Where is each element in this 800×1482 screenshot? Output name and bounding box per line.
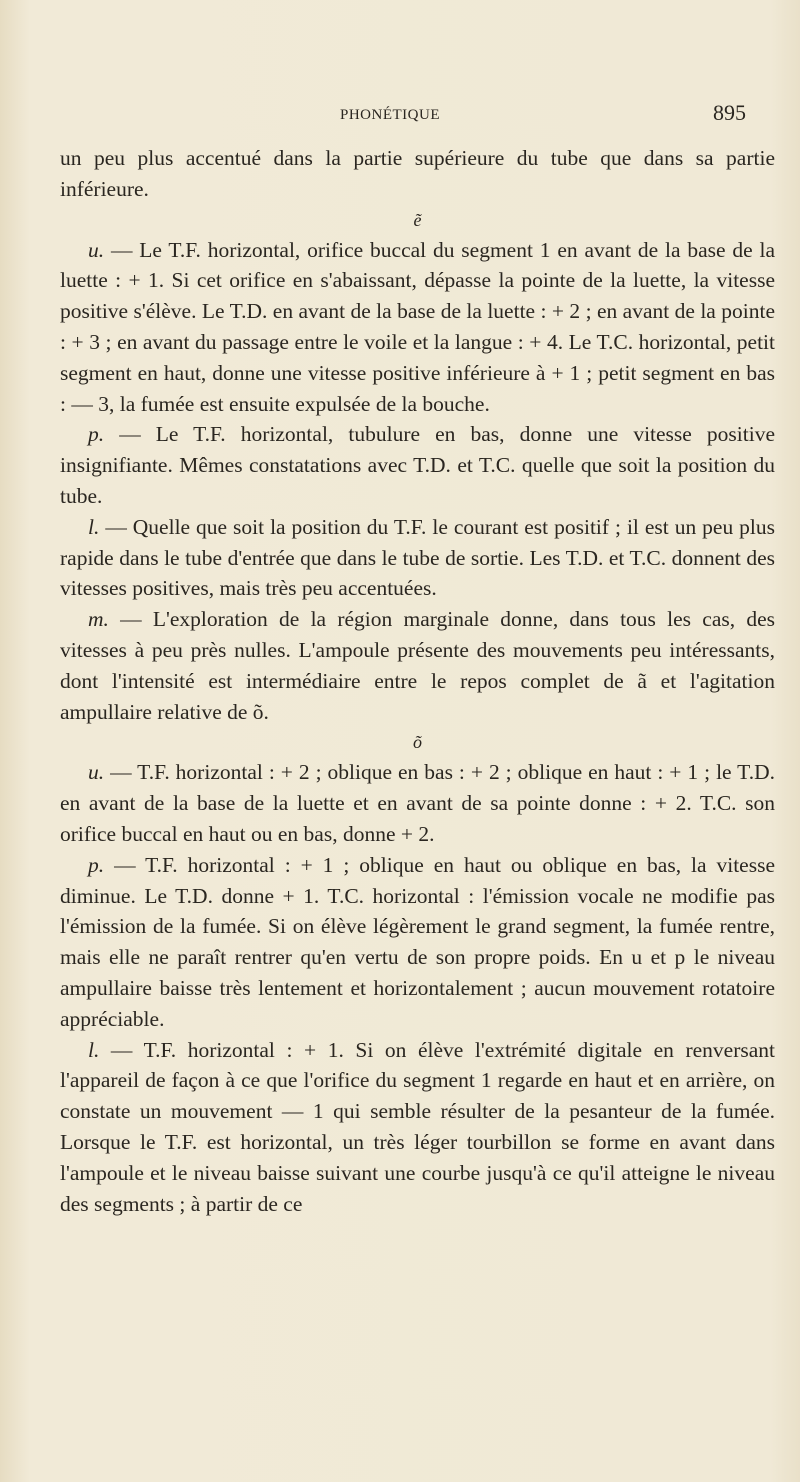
paragraph: l. — Quelle que soit la position du T.F. le courant est positif ; il est un peu plus rapide dans le tube d'entrée que dans le tube de sortie. Les T.D. et T.C. donnent des vitesses positives, mais très peu accentuées. [60,514,775,601]
paragraph-marker: p. [88,852,105,877]
body-text [60,143,775,1219]
paragraph: p. — T.F. horizontal : + 1 ; oblique en haut ou oblique en bas, la vitesse diminue. Le T.D. donne + 1. T.C. horizontal : l'émission vocale ne modifie pas l'émission de la fumée. Si on élève légèrement le grand segment, la fumée rentre, mais elle ne paraît rentrer qu'en vertu de son propre poids. En u et p le niveau ampullaire baisse très lentement et horizontalement ; aucun mouvement rotatoire appréciable. [60,852,775,1031]
paragraph: m. — L'exploration de la région marginale donne, dans tous les cas, des vitesses à peu près nulles. L'ampoule présente des mouvements peu intéressants, dont l'intensité est intermédiaire entre le repos complet de ã et l'agitation ampullaire relative de õ. [60,607,775,724]
paragraph: u. — Le T.F. horizontal, orifice buccal du segment 1 en avant de la base de la luette : + 1. Si cet orifice en s'abaissant, dépasse la pointe de la luette, la vitesse positive s'élève. Le T.D. en avant de la base de la luette : + 2 ; en avant de la pointe : + 3 ; en avant du passage entre le voile et la langue : + 4. Le T.C. horizontal, petit segment en haut, donne une vitesse positive inférieure à + 1 ; petit segment en bas : — 3, la fumée est ensuite expulsée de la bouche. [60,237,775,416]
paragraph-marker: l. [88,514,100,539]
page-number: 895 [713,100,746,125]
paragraph: p. — Le T.F. horizontal, tubulure en bas, donne une vitesse positive insignifiante. Mêmes constatations avec T.D. et T.C. quelle que soit la position du tube. [60,422,775,508]
paragraph: un peu plus accentué dans la partie supérieure du tube que dans sa partie inférieure. [60,146,775,201]
paragraph-marker: u. [88,237,105,262]
page-header [0,100,800,130]
section-symbol: ẽ [413,209,422,230]
paragraph-marker: u. [88,760,105,785]
paragraph: l. — T.F. horizontal : + 1. Si on élève l'extrémité digitale en renversant l'appareil de façon à ce que l'orifice du segment 1 regarde en haut et en arrière, on constate un mouvement — 1 qui semble résulter de la pesanteur de la fumée. Lorsque le T.F. est horizontal, un très léger tourbillon se forme en avant dans l'ampoule et le niveau baisse suivant une courbe jusqu'à ce qu'il atteigne le niveau des segments ; à partir de ce [60,1037,775,1216]
running-head: PHONÉTIQUE [340,107,440,123]
paragraph-marker: m. [88,607,109,632]
paragraph-marker: l. [88,1037,100,1062]
section-symbol: õ [413,732,422,753]
paragraph-marker: p. [88,422,105,447]
paragraph: u. — T.F. horizontal : + 2 ; oblique en bas : + 2 ; oblique en haut : + 1 ; le T.D. en avant de la base de la luette et en avant de sa pointe donne : + 2. T.C. son orifice buccal en haut ou en bas, donne + 2. [60,760,775,846]
